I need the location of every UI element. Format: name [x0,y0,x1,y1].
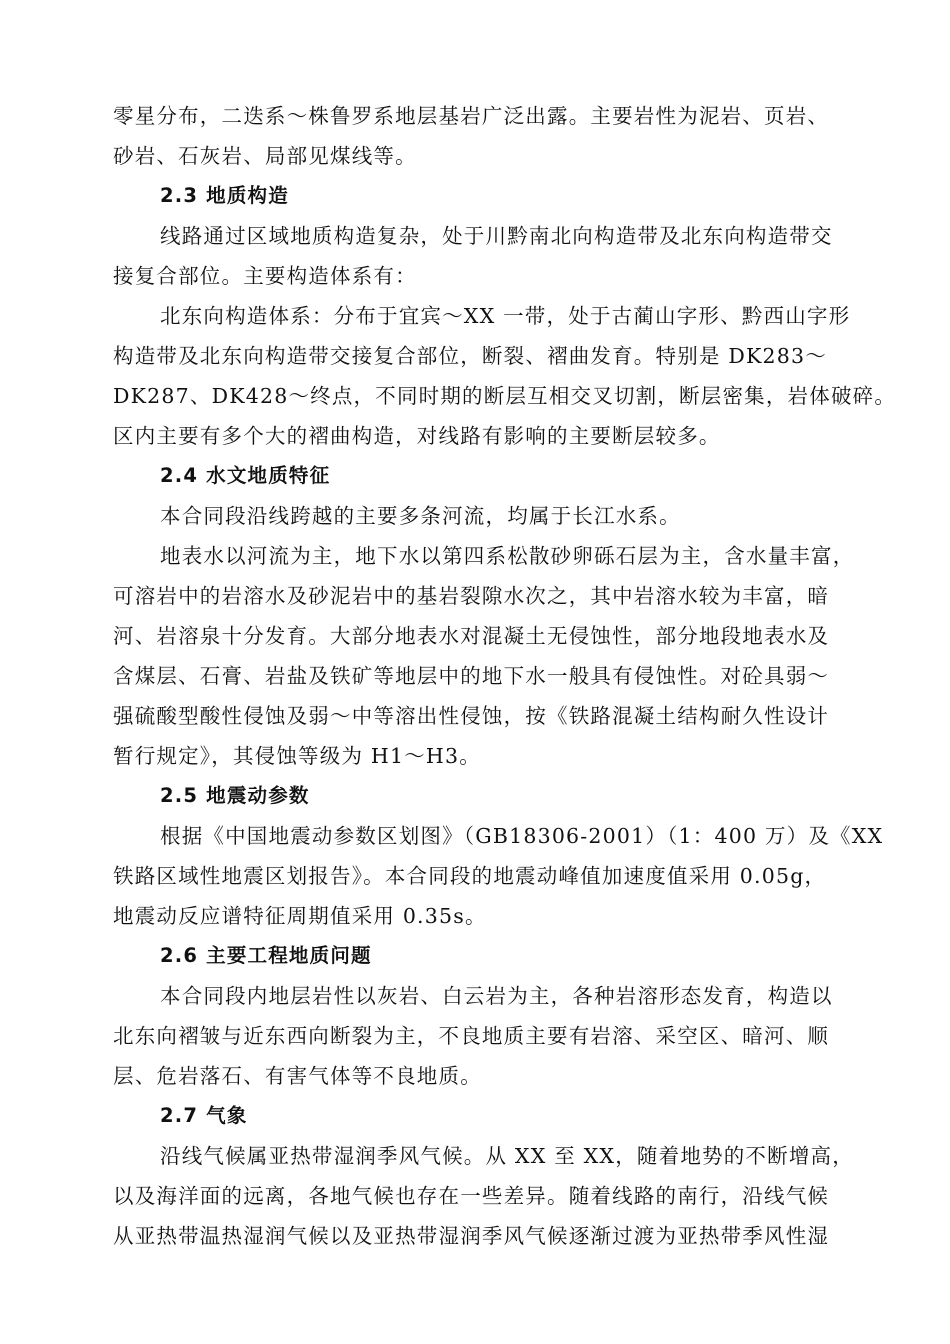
section-heading: 2.7 气象 [160,1104,248,1127]
text-line: 河、岩溶泉十分发育。大部分地表水对混凝土无侵蚀性，部分地段地表水及 [113,624,830,648]
text-line: 北东向褶皱与近东西向断裂为主，不良地质主要有岩溶、采空区、暗河、顺 [113,1024,830,1048]
text-line: 本合同段内地层岩性以灰岩、白云岩为主，各种岩溶形态发育，构造以 [160,984,833,1008]
text-line: 构造带及北东向构造带交接复合部位，断裂、褶曲发育。特别是 DK283～ [113,344,827,368]
text-line: 线路通过区域地质构造复杂，处于川黔南北向构造带及北东向构造带交 [160,224,833,248]
text-line: DK287、DK428～终点，不同时期的断层互相交叉切割，断层密集，岩体破碎。 [113,384,897,408]
text-line: 从亚热带温热湿润气候以及亚热带湿润季风气候逐渐过渡为亚热带季风性湿 [113,1224,830,1248]
text-line: 含煤层、石膏、岩盐及铁矿等地层中的地下水一般具有侵蚀性。对砼具弱～ [113,664,830,688]
text-line: 层、危岩落石、有害气体等不良地质。 [113,1064,482,1088]
text-line: 以及海洋面的远离，各地气候也存在一些差异。随着线路的南行，沿线气候 [113,1184,830,1208]
text-line: 接复合部位。主要构造体系有： [113,264,417,288]
text-line: 北东向构造体系：分布于宜宾～XX 一带，处于古蔺山字形、黔西山字形 [160,304,851,328]
section-heading: 2.4 水文地质特征 [160,464,331,487]
section-heading: 2.6 主要工程地质问题 [160,944,372,967]
text-line: 沿线气候属亚热带湿润季风气候。从 XX 至 XX，随着地势的不断增高， [160,1144,854,1168]
text-line: 根据《中国地震动参数区划图》（GB18306-2001）（1：400 万）及《XX [160,824,884,848]
text-line: 零星分布，二迭系～株鲁罗系地层基岩广泛出露。主要岩性为泥岩、页岩、 [113,104,830,128]
section-heading: 2.5 地震动参数 [160,784,310,807]
text-line: 强硫酸型酸性侵蚀及弱～中等溶出性侵蚀，按《铁路混凝土结构耐久性设计 [113,704,830,728]
section-heading: 2.3 地质构造 [160,184,289,207]
text-line: 铁路区域性地震区划报告》。本合同段的地震动峰值加速度值采用 0.05g， [113,864,827,888]
text-line: 地震动反应谱特征周期值采用 0.35s。 [113,904,487,928]
text-line: 砂岩、石灰岩、局部见煤线等。 [113,144,417,168]
text-line: 暂行规定》，其侵蚀等级为 H1～H3。 [113,744,481,768]
text-line: 地表水以河流为主，地下水以第四系松散砂卵砾石层为主，含水量丰富， [160,544,855,568]
text-line: 区内主要有多个大的褶曲构造，对线路有影响的主要断层较多。 [113,424,721,448]
text-line: 可溶岩中的岩溶水及砂泥岩中的基岩裂隙水次之，其中岩溶水较为丰富，暗 [113,584,830,608]
text-line: 本合同段沿线跨越的主要多条河流，均属于长江水系。 [160,504,681,528]
